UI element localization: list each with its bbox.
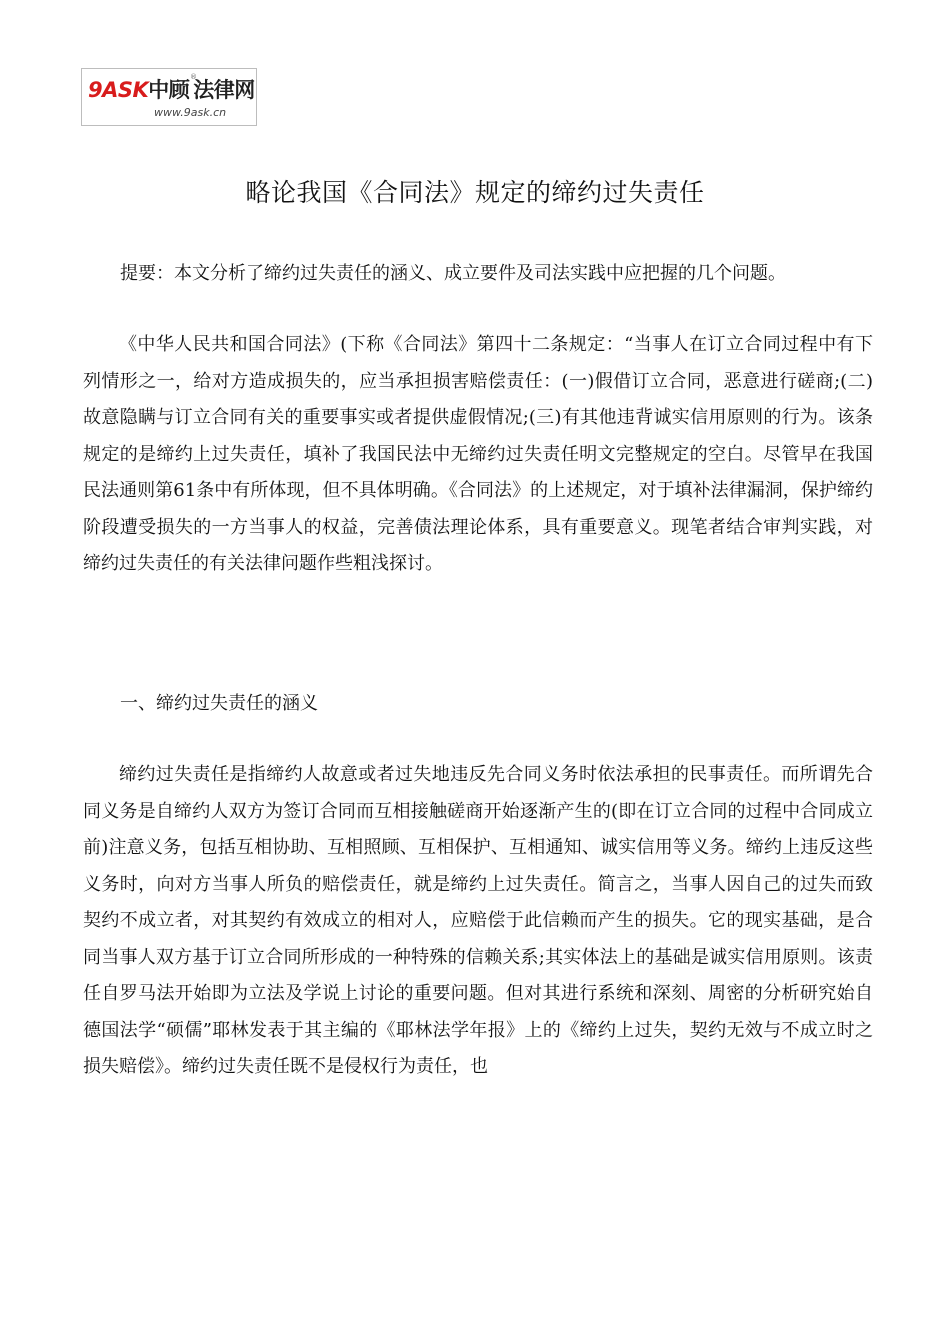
logo-brand <box>88 78 255 102</box>
logo-registered-mark: ® <box>190 73 197 81</box>
paragraph-1: 《中华人民共和国合同法》(下称《合同法》第四十二条规定：“当事人在订立合同过程中有下列情形之一，给对方造成损失的，应当承担损害赔偿责任：(一)假借订立合同，恶意进行磋商;(二)故意隐瞒与订立合同有关的重要事实或者提供虚假情况;(三)有其他违背诚实信用原则的行为。该条规定的是缔约上过失责任，填补了我国民法中无缔约过失责任明文完整规定的空白。尽管早在我国民法通则第61条中有所体现，但不具体明确。《合同法》的上述规定，对于填补法律漏洞，保护缔约阶段遭受损失的一方当事人的权益，完善债法理论体系，具有重要意义。现笔者结合审判实践，对缔约过失责任的有关法律问题作些粗浅探讨。 <box>83 334 873 574</box>
logo-zhonggu: 中顾 <box>148 78 190 102</box>
paragraph-2: 缔约过失责任是指缔约人故意或者过失地违反先合同义务时依法承担的民事责任。而所谓先合同义务是自缔约人双方为签订合同而互相接触磋商开始逐渐产生的(即在订立合同的过程中合同成立前)注意义务，包括互相协助、互相照顾、互相保护、互相通知、诚实信用等义务。缔约上违反这些义务时，向对方当事人所负的赔偿责任，就是缔约上过失责任。简言之，当事人因自己的过失而致契约不成立者，对其契约有效成立的相对人，应赔偿于此信赖而产生的损失。它的现实基础，是合同当事人双方基于订立合同所形成的一种特殊的信赖关系;其实体法上的基础是诚实信用原则。该责任自罗马法开始即为立法及学说上讨论的重要问题。但对其进行系统和深刻、周密的分析研究始自德国法学“硕儒”耶林发表于其主编的《耶林法学年报》上的《缔约上过失，契约无效与不成立时之损失赔偿》。缔约过失责任既不是侵权行为责任，也 <box>83 764 873 1077</box>
site-logo <box>81 68 257 126</box>
logo-url: www.9ask.cn <box>154 106 227 119</box>
section-heading-1: 一、缔约过失责任的涵义 <box>120 693 318 714</box>
logo-9ask: 9ASK <box>88 78 149 102</box>
logo-falvwang: 法律网 <box>193 78 255 102</box>
abstract: 提要：本文分析了缔约过失责任的涵义、成立要件及司法实践中应把握的几个问题。 <box>120 263 786 284</box>
document-title: 略论我国《合同法》规定的缔约过失责任 <box>245 178 705 207</box>
